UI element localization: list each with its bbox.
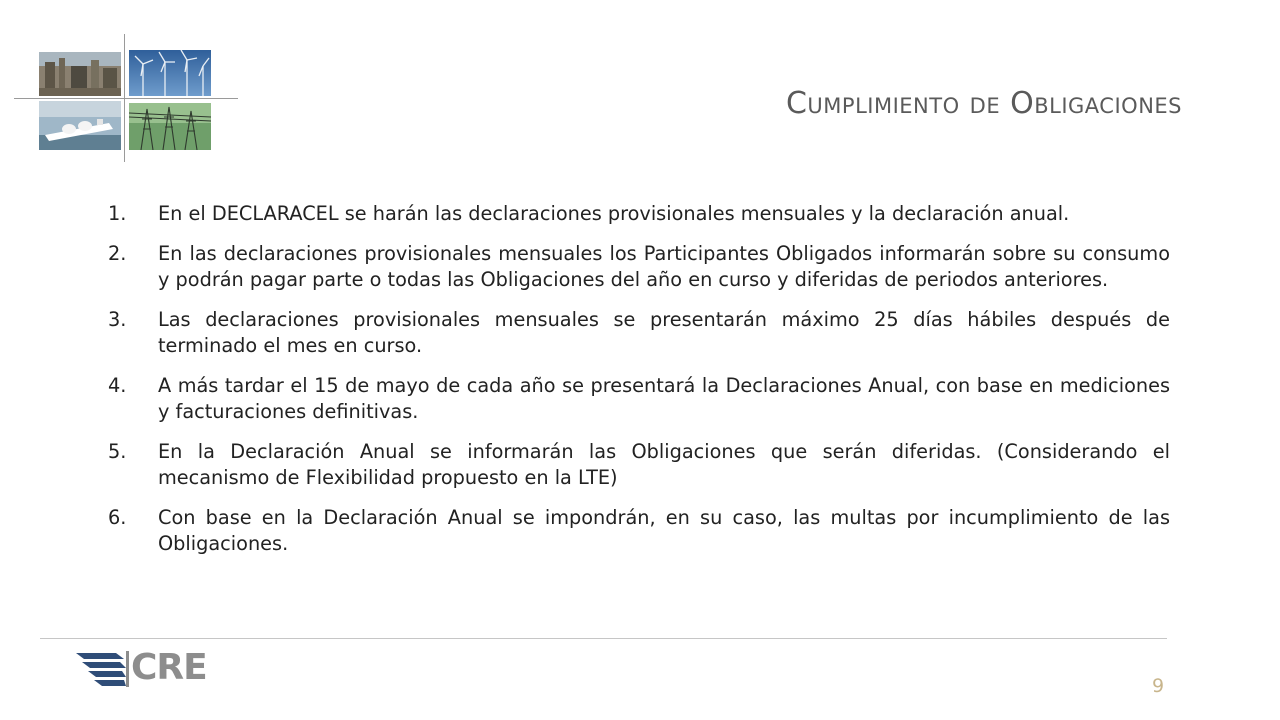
item-text: En el DECLARACEL se harán las declaraciones provisionales mensuales y la declaración anual. <box>158 202 1070 225</box>
lng-ship-photo <box>39 101 121 150</box>
item-number: 5. <box>108 439 127 463</box>
cre-logo-mark-icon <box>76 649 132 687</box>
page-number: 9 <box>1152 675 1165 697</box>
collage-vertical-divider <box>124 34 125 162</box>
item-number: 1. <box>108 202 127 225</box>
item-text: A más tardar el 15 de mayo de cada año se presentará la Declaraciones Anual, con base en mediciones y facturaciones definitivas. <box>158 373 1170 423</box>
footer-divider <box>40 638 1167 639</box>
item-text: En la Declaración Anual se informarán las Obligaciones que serán diferidas. (Considerando el mecanismo de Flexibilidad propuesto en la LTE) <box>158 439 1170 489</box>
item-number: 3. <box>108 307 127 331</box>
list-item <box>108 505 1170 558</box>
slide-title: Cumplimiento de Obligaciones <box>785 86 1182 121</box>
item-number: 6. <box>108 505 127 529</box>
wind-turbines-photo <box>129 50 211 96</box>
item-text: Con base en la Declaración Anual se impondrán, en su caso, las multas por incumplimiento de las Obligaciones. <box>158 505 1170 555</box>
refinery-photo <box>39 52 121 96</box>
header-photo-collage <box>14 34 238 162</box>
transmission-towers-photo <box>129 103 211 150</box>
logo-wordmark: CRE <box>131 647 207 688</box>
item-number: 2. <box>108 241 127 265</box>
item-text: En las declaraciones provisionales mensuales los Participantes Obligados informarán sobre su consumo y podrán pagar parte o todas las Obligaciones del año en curso y diferidas de periodos anteriores. <box>158 241 1170 291</box>
list-item <box>108 373 1170 426</box>
collage-horizontal-divider <box>14 98 238 99</box>
list-item <box>108 439 1170 492</box>
list-item <box>108 241 1170 294</box>
item-number: 4. <box>108 373 127 397</box>
cre-logo <box>76 649 238 687</box>
list-item <box>108 307 1170 360</box>
obligations-list <box>108 201 1170 571</box>
list-item <box>108 201 1170 228</box>
item-text: Las declaraciones provisionales mensuales se presentarán máximo 25 días hábiles después de terminado el mes en curso. <box>158 307 1170 357</box>
